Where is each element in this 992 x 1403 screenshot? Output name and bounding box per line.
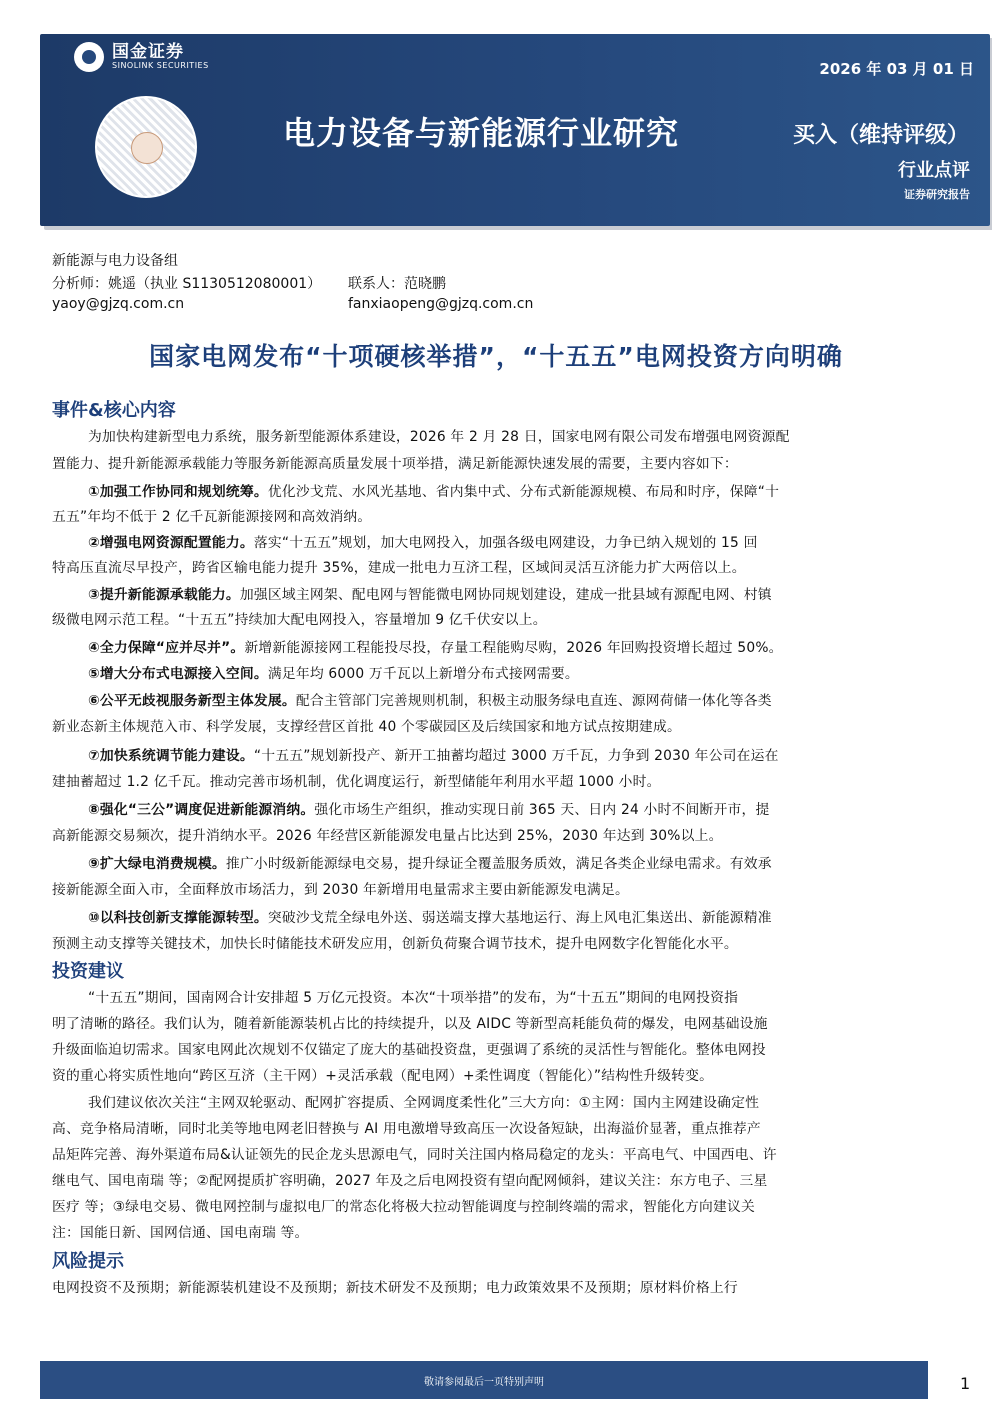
event-item-text: 优化沙戈荒、水风光基地、省内集中式、分布式新能源规模、布局和时序，保障“十	[267, 484, 780, 500]
page-number: 1	[960, 1374, 971, 1393]
event-item-text: “十五五”规划新投产、新开工抽蓄均超过 3000 万千瓦，力争到 2030 年公司在运在	[253, 748, 779, 764]
event-item-heading: ④全力保障“应并尽并”。	[88, 640, 245, 656]
event-item-text: 推广小时级新能源绿电交易，提升绿证全覆盖服务质效，满足各类企业绿电需求。有效承	[225, 856, 772, 872]
analyst-email[interactable]: yaoy@gjzq.com.cn	[52, 296, 185, 312]
paragraph-line: 升级面临迫切需求。国家电网此次规划不仅锚定了庞大的基础投资盘，更强调了系统的灵活性与智能化。整体电网投	[52, 1042, 766, 1058]
paragraph-line: 继电气、国电南瑞 等；②配网提质扩容明确，2027 年及之后电网投资有望向配网倾斜，建议关注：东方电子、三星	[52, 1173, 768, 1189]
paragraph-line: 明了清晰的路径。我们认为，随着新能源装机占比的持续提升，以及 AIDC 等新型高耗能负荷的爆发，电网基础设施	[52, 1016, 768, 1032]
risk-text: 电网投资不及预期；新能源装机建设不及预期；新技术研发不及预期；电力政策效果不及预期；原材料价格上行	[52, 1280, 738, 1296]
event-item-line: 接新能源全面入市，全面释放市场活力，到 2030 年新增用电量需求主要由新能源发电满足。	[52, 882, 629, 898]
event-item-text: 落实“十五五”规划，加大电网投入，加强各级电网建设，力争已纳入规划的 15 回	[253, 535, 758, 551]
footer-disclaimer-link[interactable]: 敬请参阅最后一页特别声明	[424, 1377, 544, 1388]
paragraph-line: 注：国能日新、国网信通、国电南瑞 等。	[52, 1225, 309, 1241]
footer-bar	[40, 1361, 928, 1399]
event-item-text: 强化市场生产组织，推动实现日前 365 天、日内 24 小时不间断开市，提	[314, 802, 770, 818]
event-item-line: 五五”年均不低于 2 亿千瓦新能源接网和高效消纳。	[52, 509, 372, 525]
report-type: 行业点评	[898, 160, 970, 181]
paragraph-line: 高、竞争格局清晰，同时北美等地电网老旧替换与 AI 用电激增导致高压一次设备短缺，出海溢价显著，重点推荐产	[52, 1121, 761, 1137]
event-item-line	[88, 906, 772, 926]
event-item-heading: ⑧强化“三公”调度促进新能源消纳。	[88, 802, 315, 818]
event-item-heading: ⑩以科技创新支撑能源转型。	[88, 910, 268, 926]
event-item-text: 新增新能源接网工程能投尽投，存量工程能购尽购，2026 年回购投资增长超过 50%。	[244, 640, 783, 656]
event-item-line	[88, 689, 772, 709]
paragraph-line: 医疗 等；③绿电交易、微电网控制与虚拟电厂的常态化将极大拉动智能调度与控制终端的需求，智能化方向建议关	[52, 1199, 755, 1215]
event-item-heading: ①加强工作协同和规划统筹。	[88, 484, 268, 500]
event-item-line	[88, 480, 779, 500]
event-item-text: 加强区域主网架、配电网与智能微电网协同规划建设，建成一批县域有源配电网、村镇	[239, 587, 772, 603]
event-item-line	[88, 662, 579, 682]
contact-info: 联系人：范晓鹏	[348, 276, 446, 292]
analyst-info: 分析师：姚遥（执业 S1130512080001）	[52, 276, 322, 292]
event-item-line: 级微电网示范工程。“十五五”持续加大配电网投入，容量增加 9 亿千伏安以上。	[52, 612, 547, 628]
event-item-text: 配合主管部门完善规则机制，积极主动服务绿电直连、源网荷储一体化等各类	[295, 693, 772, 709]
contact-email[interactable]: fanxiaopeng@gjzq.com.cn	[348, 296, 534, 312]
event-item-heading: ⑦加快系统调节能力建设。	[88, 748, 254, 764]
event-item-heading: ⑤增大分布式电源接入空间。	[88, 666, 268, 682]
paragraph-line: 品矩阵完善、海外渠道布局&认证领先的民企龙头思源电气，同时关注国内格局稳定的龙头：平高电气、中国西电、许	[52, 1147, 777, 1163]
logo-name-en: SINOLINK SECURITIES	[112, 61, 209, 70]
paragraph-line: 置能力、提升新能源承载能力等服务新能源高质量发展十项举措，满足新能源快速发展的需要，主要内容如下：	[52, 456, 738, 472]
event-item-text: 满足年均 6000 万千瓦以上新增分布式接网需要。	[267, 666, 579, 682]
qr-center-logo-icon	[131, 132, 163, 164]
section-heading-event: 事件&核心内容	[52, 400, 176, 421]
author-group: 新能源与电力设备组	[52, 253, 178, 269]
qr-code-icon	[95, 96, 197, 198]
event-item-heading: ③提升新能源承载能力。	[88, 587, 240, 603]
company-logo	[74, 42, 209, 72]
event-item-line: 预测主动支撑等关键技术，加快长时储能技术研发应用，创新负荷聚合调节技术，提升电网数字化智能化水平。	[52, 936, 738, 952]
event-item-line: 新业态新主体规范入市、科学发展，支撑经营区首批 40 个零碳园区及后续国家和地方试点按期建成。	[52, 719, 681, 735]
paragraph-line: 为加快构建新型电力系统，服务新型能源体系建设，2026 年 2 月 28 日，国家电网有限公司发布增强电网资源配	[88, 429, 790, 445]
event-item-line	[88, 744, 779, 764]
report-subtype: 证券研究报告	[904, 188, 970, 201]
event-item-line	[88, 852, 772, 872]
paragraph-line: “十五五”期间，国南网合计安排超 5 万亿元投资。本次“十项举措”的发布，为“十五五”期间的电网投资指	[88, 990, 739, 1006]
event-item-text: 突破沙戈荒全绿电外送、弱送端支撑大基地运行、海上风电汇集送出、新能源精准	[267, 910, 772, 926]
section-heading-risk: 风险提示	[52, 1251, 124, 1272]
report-category-title: 电力设备与新能源行业研究	[283, 114, 680, 152]
event-item-line	[88, 798, 770, 818]
event-item-heading: ⑥公平无歧视服务新型主体发展。	[88, 693, 296, 709]
event-item-line	[88, 583, 772, 603]
event-item-heading: ⑨扩大绿电消费规模。	[88, 856, 226, 872]
report-date: 2026 年 03 月 01 日	[819, 60, 974, 78]
logo-name-cn: 国金证券	[112, 42, 184, 62]
event-item-heading: ②增强电网资源配置能力。	[88, 535, 254, 551]
rating-badge: 买入（维持评级）	[793, 123, 970, 148]
event-item-line	[88, 636, 783, 656]
event-item-line	[88, 531, 758, 551]
paragraph-line: 资的重心将实质性地向“跨区互济（主干网）+灵活承载（配电网）+柔性调度（智能化）”结构性升级转变。	[52, 1068, 714, 1084]
page-title: 国家电网发布“十项硬核举措”，“十五五”电网投资方向明确	[149, 342, 843, 371]
event-item-line: 高新能源交易频次，提升消纳水平。2026 年经营区新能源发电量占比达到 25%，2030 年达到 30%以上。	[52, 828, 723, 844]
paragraph-line: 我们建议依次关注“主网双轮驱动、配网扩容提质、全网调度柔性化”三大方向：①主网：国内主网建设确定性	[88, 1095, 760, 1111]
section-heading-invest: 投资建议	[52, 961, 124, 982]
event-item-line: 特高压直流尽早投产，跨省区输电能力提升 35%，建成一批电力互济工程，区域间灵活互济能力扩大两倍以上。	[52, 560, 746, 576]
logo-mark-icon	[74, 42, 104, 72]
event-item-line: 建抽蓄超过 1.2 亿千瓦。推动完善市场机制，优化调度运行，新型储能年利用水平超 1000 小时。	[52, 774, 661, 790]
